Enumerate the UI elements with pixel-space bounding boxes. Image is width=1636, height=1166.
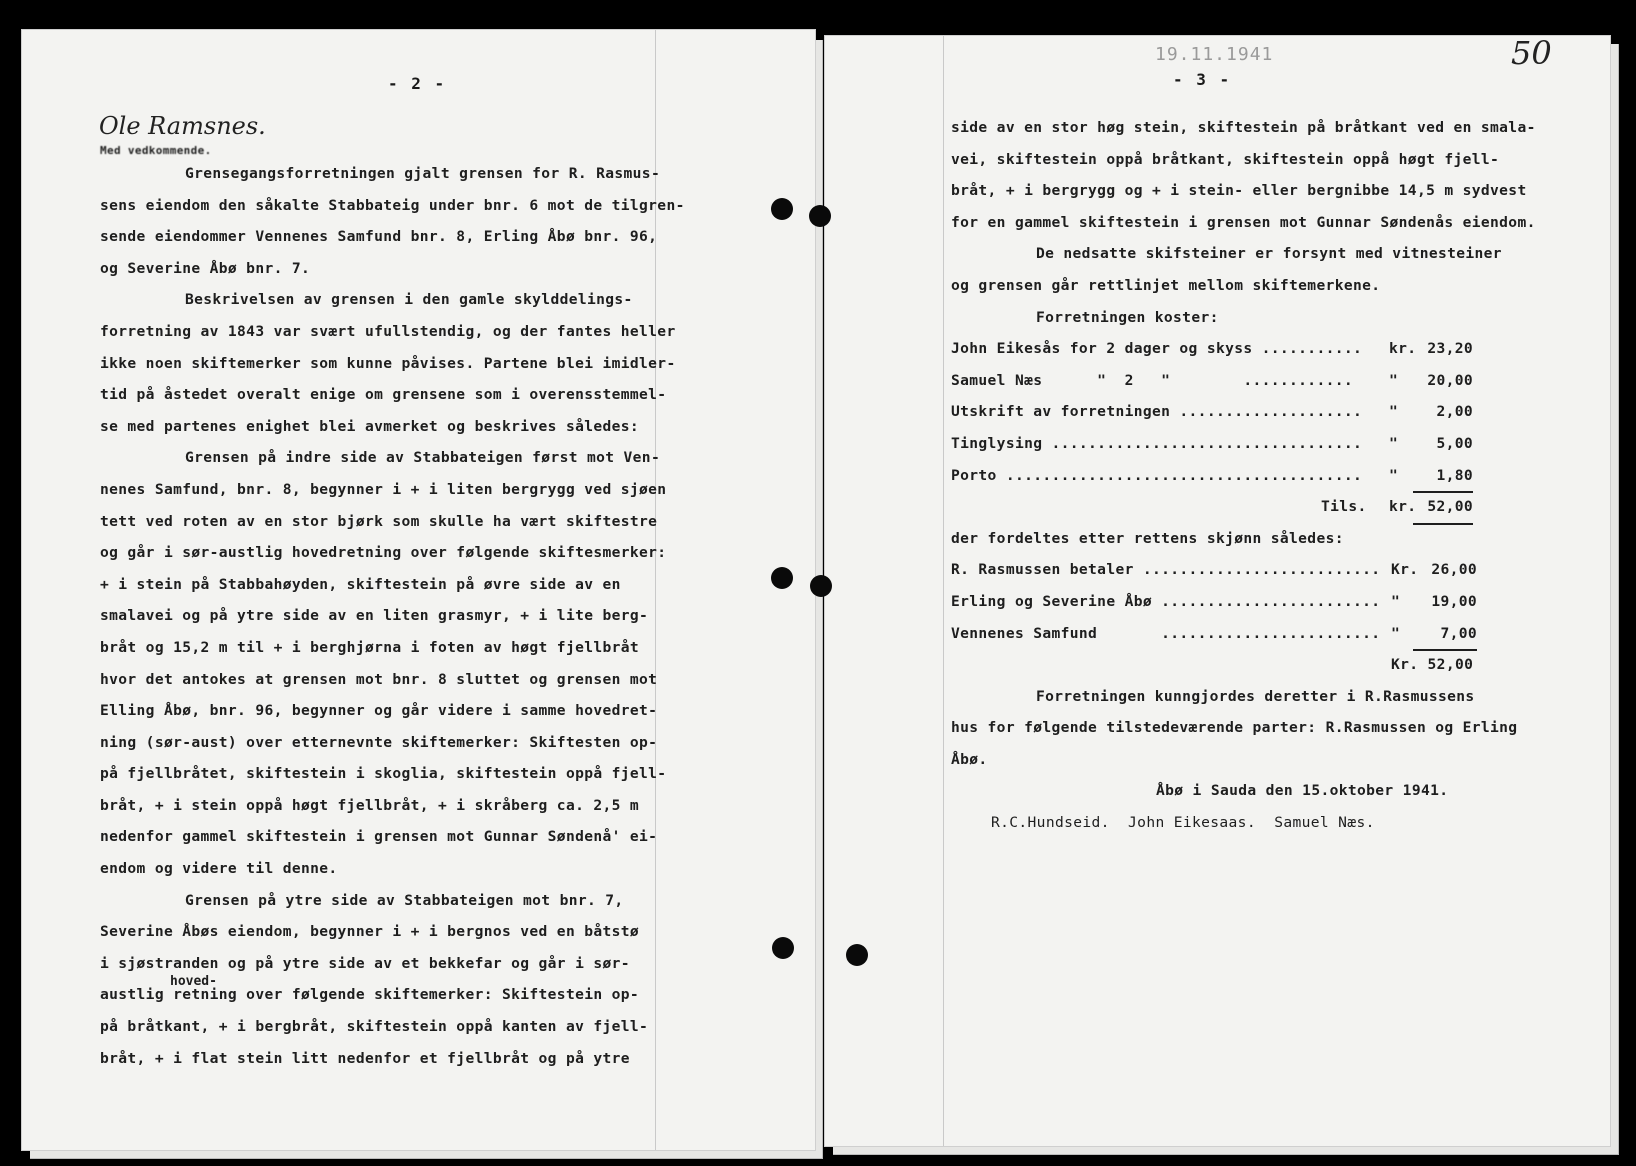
text-line: austlig retning over følgende skiftemerker: Skiftestein op- <box>100 986 640 1004</box>
text-line: og Severine Åbø bnr. 7. <box>100 259 311 277</box>
left-body-text <box>100 158 700 1074</box>
binding-hole <box>771 567 793 589</box>
costs-total-row <box>951 491 1591 523</box>
text-line: se med partenes enighet blei avmerket og beskrives således: <box>100 417 640 435</box>
distribution-total-row <box>951 649 1591 681</box>
total-amount: 52,00 <box>1413 491 1473 525</box>
cost-item-label: Samuel Næs " 2 " ............ <box>951 371 1353 389</box>
distribution-item <box>951 618 1591 650</box>
insertion-text: hoved- <box>170 974 217 989</box>
distribution-item-amount: 7,00 <box>1413 618 1477 652</box>
cost-item-label: Porto ....................................... <box>951 466 1363 484</box>
distribution-total: Kr. 52,00 <box>1391 656 1474 674</box>
total-label: Tils. <box>1321 498 1367 516</box>
text-line: forretning av 1843 var svært ufullstendig, og der fantes heller <box>100 322 676 340</box>
distribution-item-amount: 19,00 <box>1431 592 1477 610</box>
binding-hole <box>846 944 868 966</box>
handwritten-name: Ole Ramsnes. <box>99 112 266 140</box>
text-line: på bråtkant, + i bergbråt, skiftestein oppå kanten av fjell- <box>100 1018 649 1036</box>
cost-item-currency: " <box>1389 403 1399 421</box>
cost-item-currency: kr. <box>1389 340 1417 358</box>
text-line: Grensegangsforretningen gjalt grensen for R. Rasmus- <box>185 165 661 182</box>
text-line: Forretningen kunngjordes deretter i R.Rasmussens <box>1036 687 1475 705</box>
right-body-text <box>951 112 1591 839</box>
text-line: Severine Åbøs eiendom, begynner i + i bergnos ved en båtstø <box>100 923 640 941</box>
distribution-item-label: Vennenes Samfund ........................ <box>951 624 1381 642</box>
text-line: nenes Samfund, bnr. 8, begynner i + i liten bergrygg ved sjøen <box>100 480 667 498</box>
text-line: ning (sør-aust) over etternevnte skiftemerker: Skiftesten op- <box>100 733 658 751</box>
page-number: - 2 - <box>388 74 447 93</box>
date-stamp: 19.11.1941 <box>1155 44 1274 65</box>
distribution-item <box>951 586 1591 618</box>
text-line: + i stein på Stabbahøyden, skiftestein på øvre side av en <box>100 575 621 593</box>
text-line: Elling Åbø, bnr. 96, begynner og går videre i samme hovedret- <box>100 702 658 720</box>
text-line: ikke noen skiftemerker som kunne påvises. Partene blei imidler- <box>100 354 676 372</box>
text-line: smalavei og på ytre side av en liten grasmyr, + i lite berg- <box>100 607 649 625</box>
cost-item <box>951 333 1591 365</box>
cost-item-currency: " <box>1389 466 1399 484</box>
folio-number: 50 <box>1511 34 1552 72</box>
right-page <box>825 36 1610 1146</box>
costs-heading: Forretningen koster: <box>1036 308 1219 326</box>
text-line: hvor det antokes at grensen mot bnr. 8 sluttet og grensen mot <box>100 670 658 688</box>
cost-item-amount: 5,00 <box>1436 434 1473 452</box>
text-line: på fjellbråtet, skiftestein i skoglia, skiftestein oppå fjell- <box>100 765 667 783</box>
cost-item-amount: 23,20 <box>1427 340 1473 358</box>
left-page <box>22 30 815 1150</box>
distribution-item-currency: Kr. <box>1391 561 1419 579</box>
text-line: De nedsatte skifsteiner er forsynt med vitnesteiner <box>1036 245 1502 263</box>
text-line: bråt og 15,2 m til + i berghjørna i foten av høgt fjellbråt <box>100 638 640 656</box>
signatures: R.C.Hundseid. John Eikesaas. Samuel Næs. <box>991 814 1375 832</box>
text-line: nedenfor gammel skiftestein i grensen mot Gunnar Søndenå' ei- <box>100 828 658 846</box>
text-line: bråt, + i flat stein litt nedenfor et fjellbråt og på ytre <box>100 1049 630 1067</box>
distribution-item-amount: 26,00 <box>1431 561 1477 579</box>
text-line: sende eiendommer Vennenes Samfund bnr. 8, Erling Åbø bnr. 96, <box>100 228 658 246</box>
place-date: Åbø i Sauda den 15.oktober 1941. <box>1156 782 1449 800</box>
text-line: hus for følgende tilstedeværende parter: R.Rasmussen og Erling <box>951 719 1518 737</box>
cost-item-amount: 1,80 <box>1413 460 1473 494</box>
cost-item <box>951 428 1591 460</box>
binding-hole <box>810 575 832 597</box>
struck-line: Med vedkommende. <box>100 144 212 157</box>
distribution-item <box>951 554 1591 586</box>
text-line: Åbø. <box>951 750 988 768</box>
distribution-item-currency: " <box>1391 624 1401 642</box>
text-line: og går i sør-austlig hovedretning over følgende skiftesmerker: <box>100 544 667 562</box>
text-line: Grensen på ytre side av Stabbateigen mot bnr. 7, <box>185 891 624 909</box>
total-currency: kr. <box>1389 498 1417 516</box>
text-line: for en gammel skiftestein i grensen mot Gunnar Søndenås eiendom. <box>951 213 1536 231</box>
cost-item-amount: 2,00 <box>1436 403 1473 421</box>
cost-item-amount: 20,00 <box>1427 371 1473 389</box>
text-line: endom og videre til denne. <box>100 860 338 878</box>
text-line: bråt, + i stein oppå høgt fjellbråt, + i skråberg ca. 2,5 m <box>100 796 640 814</box>
page-number: - 3 - <box>1173 70 1232 89</box>
distribution-heading: der fordeltes etter rettens skjønn således: <box>951 529 1344 547</box>
distribution-item-label: R. Rasmussen betaler .......................... <box>951 561 1381 579</box>
distribution-item-label: Erling og Severine Åbø ........................ <box>951 592 1381 610</box>
cost-item <box>951 460 1591 492</box>
binding-hole <box>809 205 831 227</box>
text-line: tett ved roten av en stor bjørk som skulle ha vært skiftestre <box>100 512 658 530</box>
text-line: vei, skiftestein oppå bråtkant, skiftestein oppå høgt fjell- <box>951 150 1500 168</box>
cost-item-label: Utskrift av forretningen .................... <box>951 403 1363 421</box>
text-line: side av en stor høg stein, skiftestein på bråtkant ved en smala- <box>951 119 1536 136</box>
cost-item <box>951 365 1591 397</box>
cost-item-currency: " <box>1389 371 1399 389</box>
text-line: og grensen går rettlinjet mellom skiftemerkene. <box>951 276 1381 294</box>
cost-item-label: John Eikesås for 2 dager og skyss ........... <box>951 340 1363 358</box>
text-line: sens eiendom den såkalte Stabbateig under bnr. 6 mot de tilgren- <box>100 196 685 214</box>
cost-item-label: Tinglysing .................................. <box>951 434 1363 452</box>
text-line: tid på åstedet overalt enige om grensene som i overensstemmel- <box>100 386 667 404</box>
distribution-item-currency: " <box>1391 592 1401 610</box>
binding-hole <box>772 937 794 959</box>
binding-hole <box>771 198 793 220</box>
text-line: i sjøstranden og på ytre side av et bekkefar og går i sør- <box>100 954 630 972</box>
text-line: Beskrivelsen av grensen i den gamle skylddelings- <box>185 291 633 309</box>
cost-item <box>951 396 1591 428</box>
text-line: bråt, + i bergrygg og + i stein- eller bergnibbe 14,5 m sydvest <box>951 182 1527 200</box>
cost-item-currency: " <box>1389 434 1399 452</box>
text-line: Grensen på indre side av Stabbateigen først mot Ven- <box>185 449 661 467</box>
margin-line <box>943 36 944 1146</box>
